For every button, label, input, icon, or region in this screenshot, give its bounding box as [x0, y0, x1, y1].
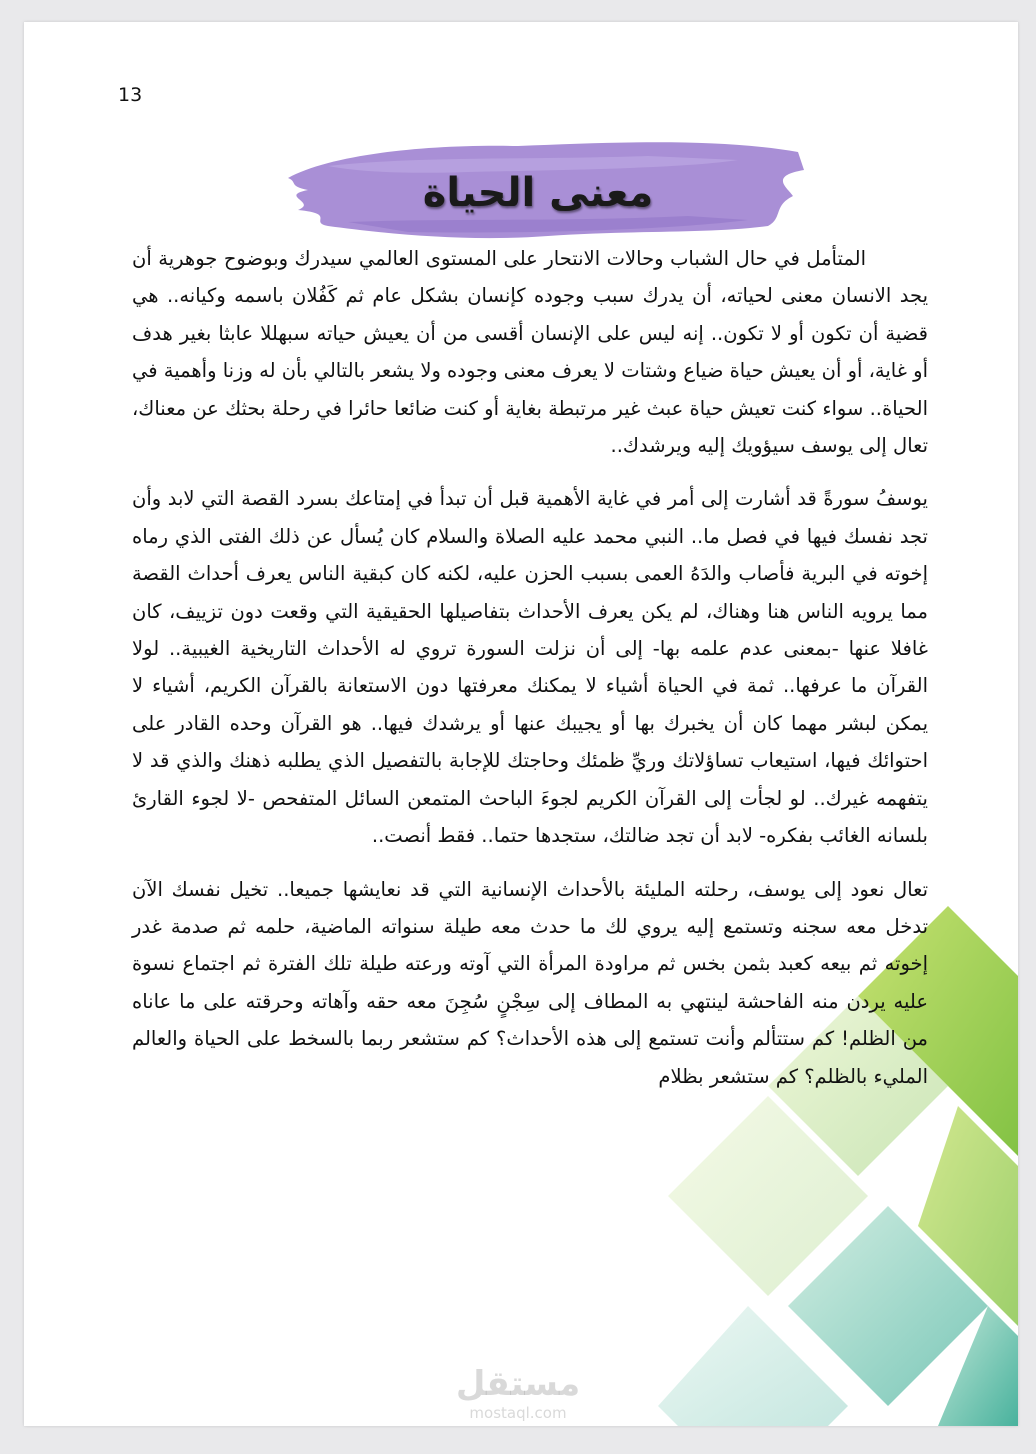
watermark-latin: mostaql.com [469, 1404, 567, 1422]
watermark-arabic: مستقل [455, 1364, 581, 1404]
body-text [132, 240, 928, 1111]
page-title: معنى الحياة [422, 170, 654, 216]
document-page [24, 22, 1018, 1426]
mostaql-watermark [418, 1364, 618, 1422]
page-number: 13 [118, 84, 143, 106]
paragraph-3: تعال نعود إلى يوسف، رحلته المليئة بالأحداث الإنسانية التي قد نعايشها جميعا.. تخيل نفسك الآن تدخل معه سجنه وتستمع إليه يروي لك ما حدث معه طيلة سنواته الماضية، حلمه ثم صدمة غدر إخوته ثم بيعه كعبد بثمن بخس ثم مراودة المرأة التي آوته ورعته طيلة تلك الفترة ثم اجتماع نسوة عليه يردن منه الفاحشة لينتهي به المطاف إلى سِجْنٍ سُجِنَ معه حقه وآهاته وحرقته على ما عاناه من الظلم! كم ستتألم وأنت تستمع إلى هذه الأحداث؟ كم ستشعر ربما بالسخط على الحياة والعالم المليء بالظلم؟ كم ستشعر بظلام [132, 877, 928, 1088]
paragraph-2: يوسفُ سورةً قد أشارت إلى أمر في غاية الأهمية قبل أن تبدأ في إمتاعك بسرد القصة التي لابد وأن تجد نفسك فيها في فصل ما.. النبي محمد عليه الصلاة والسلام كان يُسأل عن ذلك الفتى الذي رماه إخوته في البرية فأصاب والدَهُ العمى بسبب الحزن عليه، لكنه كان كبقية الناس يعرف أحداث القصة مما يرويه الناس هنا وهناك، لم يكن يعرف الأحداث بتفاصيلها الحقيقية التي وقعت دون تزييف، كان غافلا عنها -بمعنى عدم علمه بها- إلى أن نزلت السورة تروي له الأحداث التاريخية الغيبية.. لولا القرآن ما عرفها.. ثمة في الحياة أشياء لا يمكنك معرفتها دون الاستعانة بالقرآن الكريم، أشياء لا يمكن لبشر مهما كان أن يخبرك بها أو يجيبك عنها أو يرشدك فيها.. هو القرآن وحده القادر على احتوائك فيها، استيعاب تساؤلاتك وريِّ ظمئك وحاجتك للإجابة بالتفصيل الذي يطلبه ذهنك والذي قد لا يتفهمه غيرك.. لو لجأت إلى القرآن الكريم لجوءَ الباحث المتمعن السائل المتفحص -لا لجوء القارئ بلسانه الغائب بفكره- لابد أن تجد ضالتك، ستجدها حتما.. فقط أنصت.. [132, 487, 928, 848]
paragraph-1: المتأمل في حال الشباب وحالات الانتحار على المستوى العالمي سيدرك وبوضوح جوهرية أن يجد الانسان معنى لحياته، أن يدرك سبب وجوده كإنسان بشكل عام ثم كَفُلان باسمه وكيانه.. هي قضية أن تكون أو لا تكون.. إنه ليس على الإنسان أقسى من أن يعيش حياته سبهللا عابثا بغير هدف أو غاية، أو أن يعيش حياة ضياع وشتات لا يعرف معنى وجوده ولا يشعر بالتالي بأن له وزنا وأهمية في الحياة.. سواء كنت تعيش حياة عبث غير مرتبطة بغاية أو كنت ضائعا حائرا في رحلة بحثك عن معناك، تعال إلى يوسف سيؤويك إليه ويرشدك.. [132, 247, 928, 458]
